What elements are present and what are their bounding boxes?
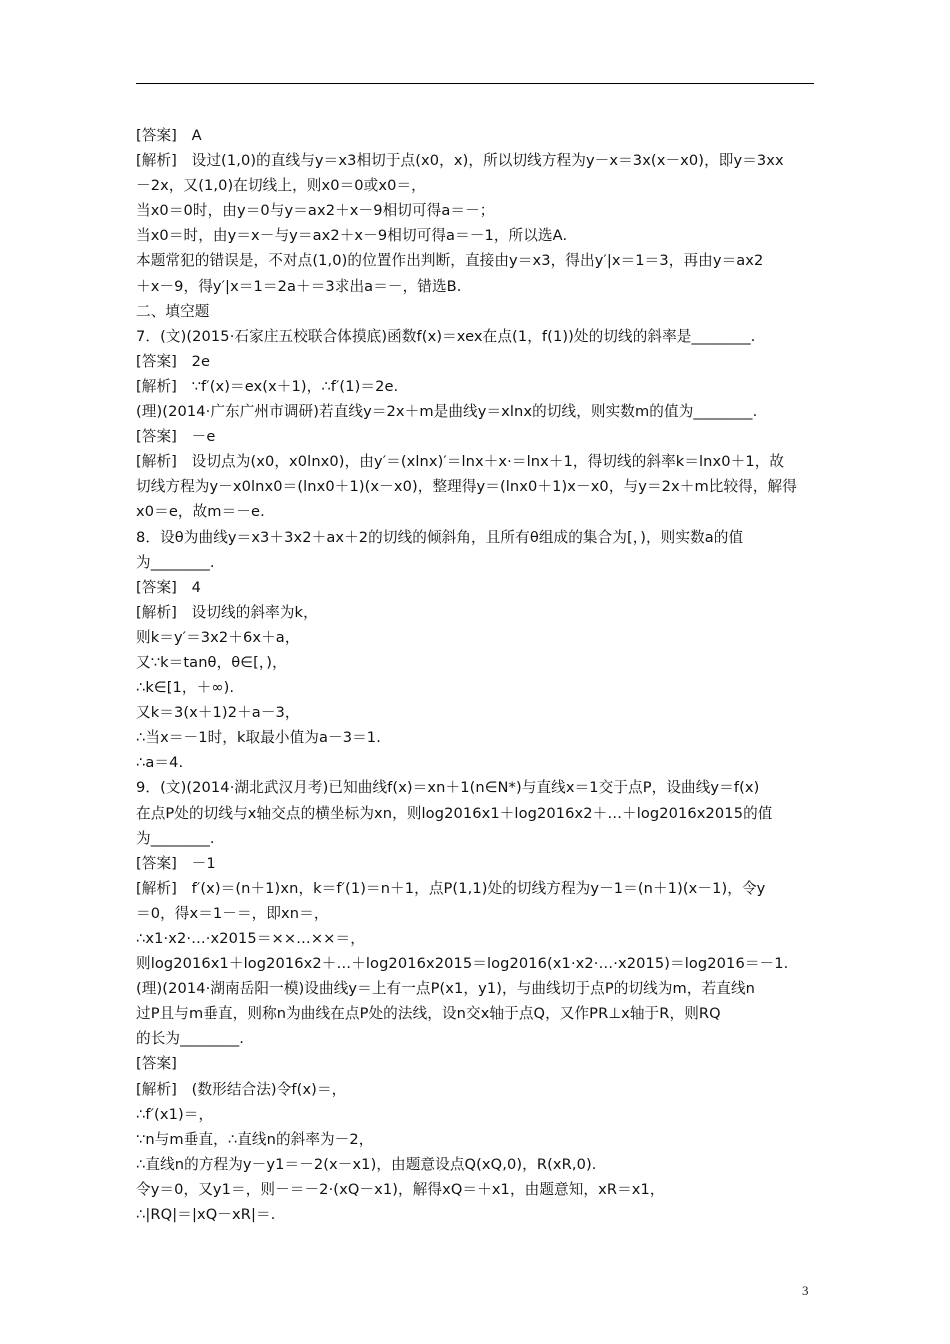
text-line: [答案] <box>136 1055 177 1073</box>
text-line: ＝0，得x＝1－＝，即xn＝， <box>136 904 329 922</box>
text-line: [解析] ∵f′(x)＝ex(x＋1)，∴f′(1)＝2e. <box>136 377 399 395</box>
text-line: ∴f′(x1)＝， <box>136 1105 214 1123</box>
text-line: [答案] －e <box>136 428 216 446</box>
text-line: [答案] 4 <box>136 578 202 596</box>
text-line: (理)(2014·湖南岳阳一模)设曲线y＝上有一点P(x1，y1)，与曲线切于点P的切线为m，若直线n <box>136 980 755 998</box>
header-rule <box>136 83 814 84</box>
text-line: ∴k∈[1，＋∞). <box>136 679 235 697</box>
text-line: ∴直线n的方程为y－y1＝－2(x－x1)，由题意设点Q(xQ,0)，R(xR,0). <box>136 1155 597 1173</box>
text-line: ∴x1·x2·…·x2015＝××…××＝， <box>136 930 365 947</box>
text-line: x0＝e，故m＝－e. <box>136 503 265 521</box>
document-body <box>136 123 820 1227</box>
text-line: 则log2016x1＋log2016x2＋…＋log2016x2015＝log2016(x1·x2·…·x2015)＝log2016＝－1. <box>136 955 789 973</box>
text-line: 本题常犯的错误是，不对点(1,0)的位置作出判断，直接由y＝x3，得出y′|x＝1＝3，再由y＝ax2 <box>136 252 764 270</box>
text-line: ∴|RQ|＝|xQ－xR|＝. <box>136 1206 276 1224</box>
text-line: 当x0＝时，由y＝x－与y＝ax2＋x－9相切可得a＝－1，所以选A. <box>136 227 568 245</box>
text-line: 则k＝y′＝3x2＋6x＋a， <box>136 628 300 646</box>
text-line: 令y＝0，又y1＝，则－＝－2·(xQ－x1)，解得xQ＝＋x1，由题意知，xR＝x1， <box>136 1180 665 1198</box>
text-line: 7．(文)(2015·石家庄五校联合体摸底)函数f(x)＝xex在点(1，f(1))处的切线的斜率是________. <box>136 327 756 345</box>
text-line: [解析] 设切线的斜率为k， <box>136 603 318 621</box>
text-line: 在点P处的切线与x轴交点的横坐标为xn，则log2016x1＋log2016x2＋…＋log2016x2015的值 <box>136 804 773 822</box>
text-line: ∴a＝4. <box>136 754 184 772</box>
text-line: 9．(文)(2014·湖北武汉月考)已知曲线f(x)＝xn＋1(n∈N*)与直线x＝1交于点P，设曲线y＝f(x) <box>136 779 760 797</box>
text-line: ∴当x＝－1时，k取最小值为a－3＝1. <box>136 729 381 747</box>
text-line: [答案] A <box>136 127 202 144</box>
text-line: ＋x－9，得y′|x＝1＝2a＋＝3求出a＝－，错选B. <box>136 277 462 295</box>
text-line: [解析] (数形结合法)令f(x)＝， <box>136 1080 347 1098</box>
text-line: ∵n与m垂直，∴直线n的斜率为－2， <box>136 1130 374 1148</box>
text-line: [答案] 2e <box>136 352 211 370</box>
text-line: 的长为________. <box>136 1030 244 1048</box>
text-line: 当x0＝0时，由y＝0与y＝ax2＋x－9相切可得a＝－； <box>136 202 495 220</box>
text-line: －2x，又(1,0)在切线上，则x0＝0或x0＝， <box>136 177 426 195</box>
text-line: 又k＝3(x＋1)2＋a－3， <box>136 704 300 722</box>
text-line: 过P且与m垂直，则称n为曲线在点P处的法线，设n交x轴于点Q，又作PR⊥x轴于R，则RQ <box>136 1005 721 1023</box>
text-line: 为________. <box>136 829 215 847</box>
text-line: 为________. <box>136 553 215 571</box>
text-line: 又∵k＝tanθ，θ∈[，)， <box>136 653 287 671</box>
page-number: 3 <box>802 1283 809 1298</box>
text-line: 切线方程为y－x0lnx0＝(lnx0＋1)(x－x0)，整理得y＝(lnx0＋1)x－x0，与y＝2x＋m比较得，解得 <box>136 478 797 496</box>
text-line: (理)(2014·广东广州市调研)若直线y＝2x＋m是曲线y＝xlnx的切线，则实数m的值为________. <box>136 403 758 421</box>
text-line: 二、填空题 <box>136 302 210 320</box>
text-line: [解析] 设过(1,0)的直线与y＝x3相切于点(x0，x)，所以切线方程为y－x＝3x(x－x0)，即y＝3xx <box>136 152 784 170</box>
text-line: [答案] －1 <box>136 854 216 872</box>
text-line: [解析] 设切点为(x0，x0lnx0)，由y′＝(xlnx)′＝lnx＋x·＝lnx＋1，得切线的斜率k＝lnx0＋1，故 <box>136 453 785 471</box>
text-line: [解析] f′(x)＝(n＋1)xn，k＝f′(1)＝n＋1，点P(1,1)处的切线方程为y－1＝(n＋1)(x－1)，令y <box>136 879 766 897</box>
text-line: 8．设θ为曲线y＝x3＋3x2＋ax＋2的切线的倾斜角，且所有θ组成的集合为[，)，则实数a的值 <box>136 528 744 546</box>
